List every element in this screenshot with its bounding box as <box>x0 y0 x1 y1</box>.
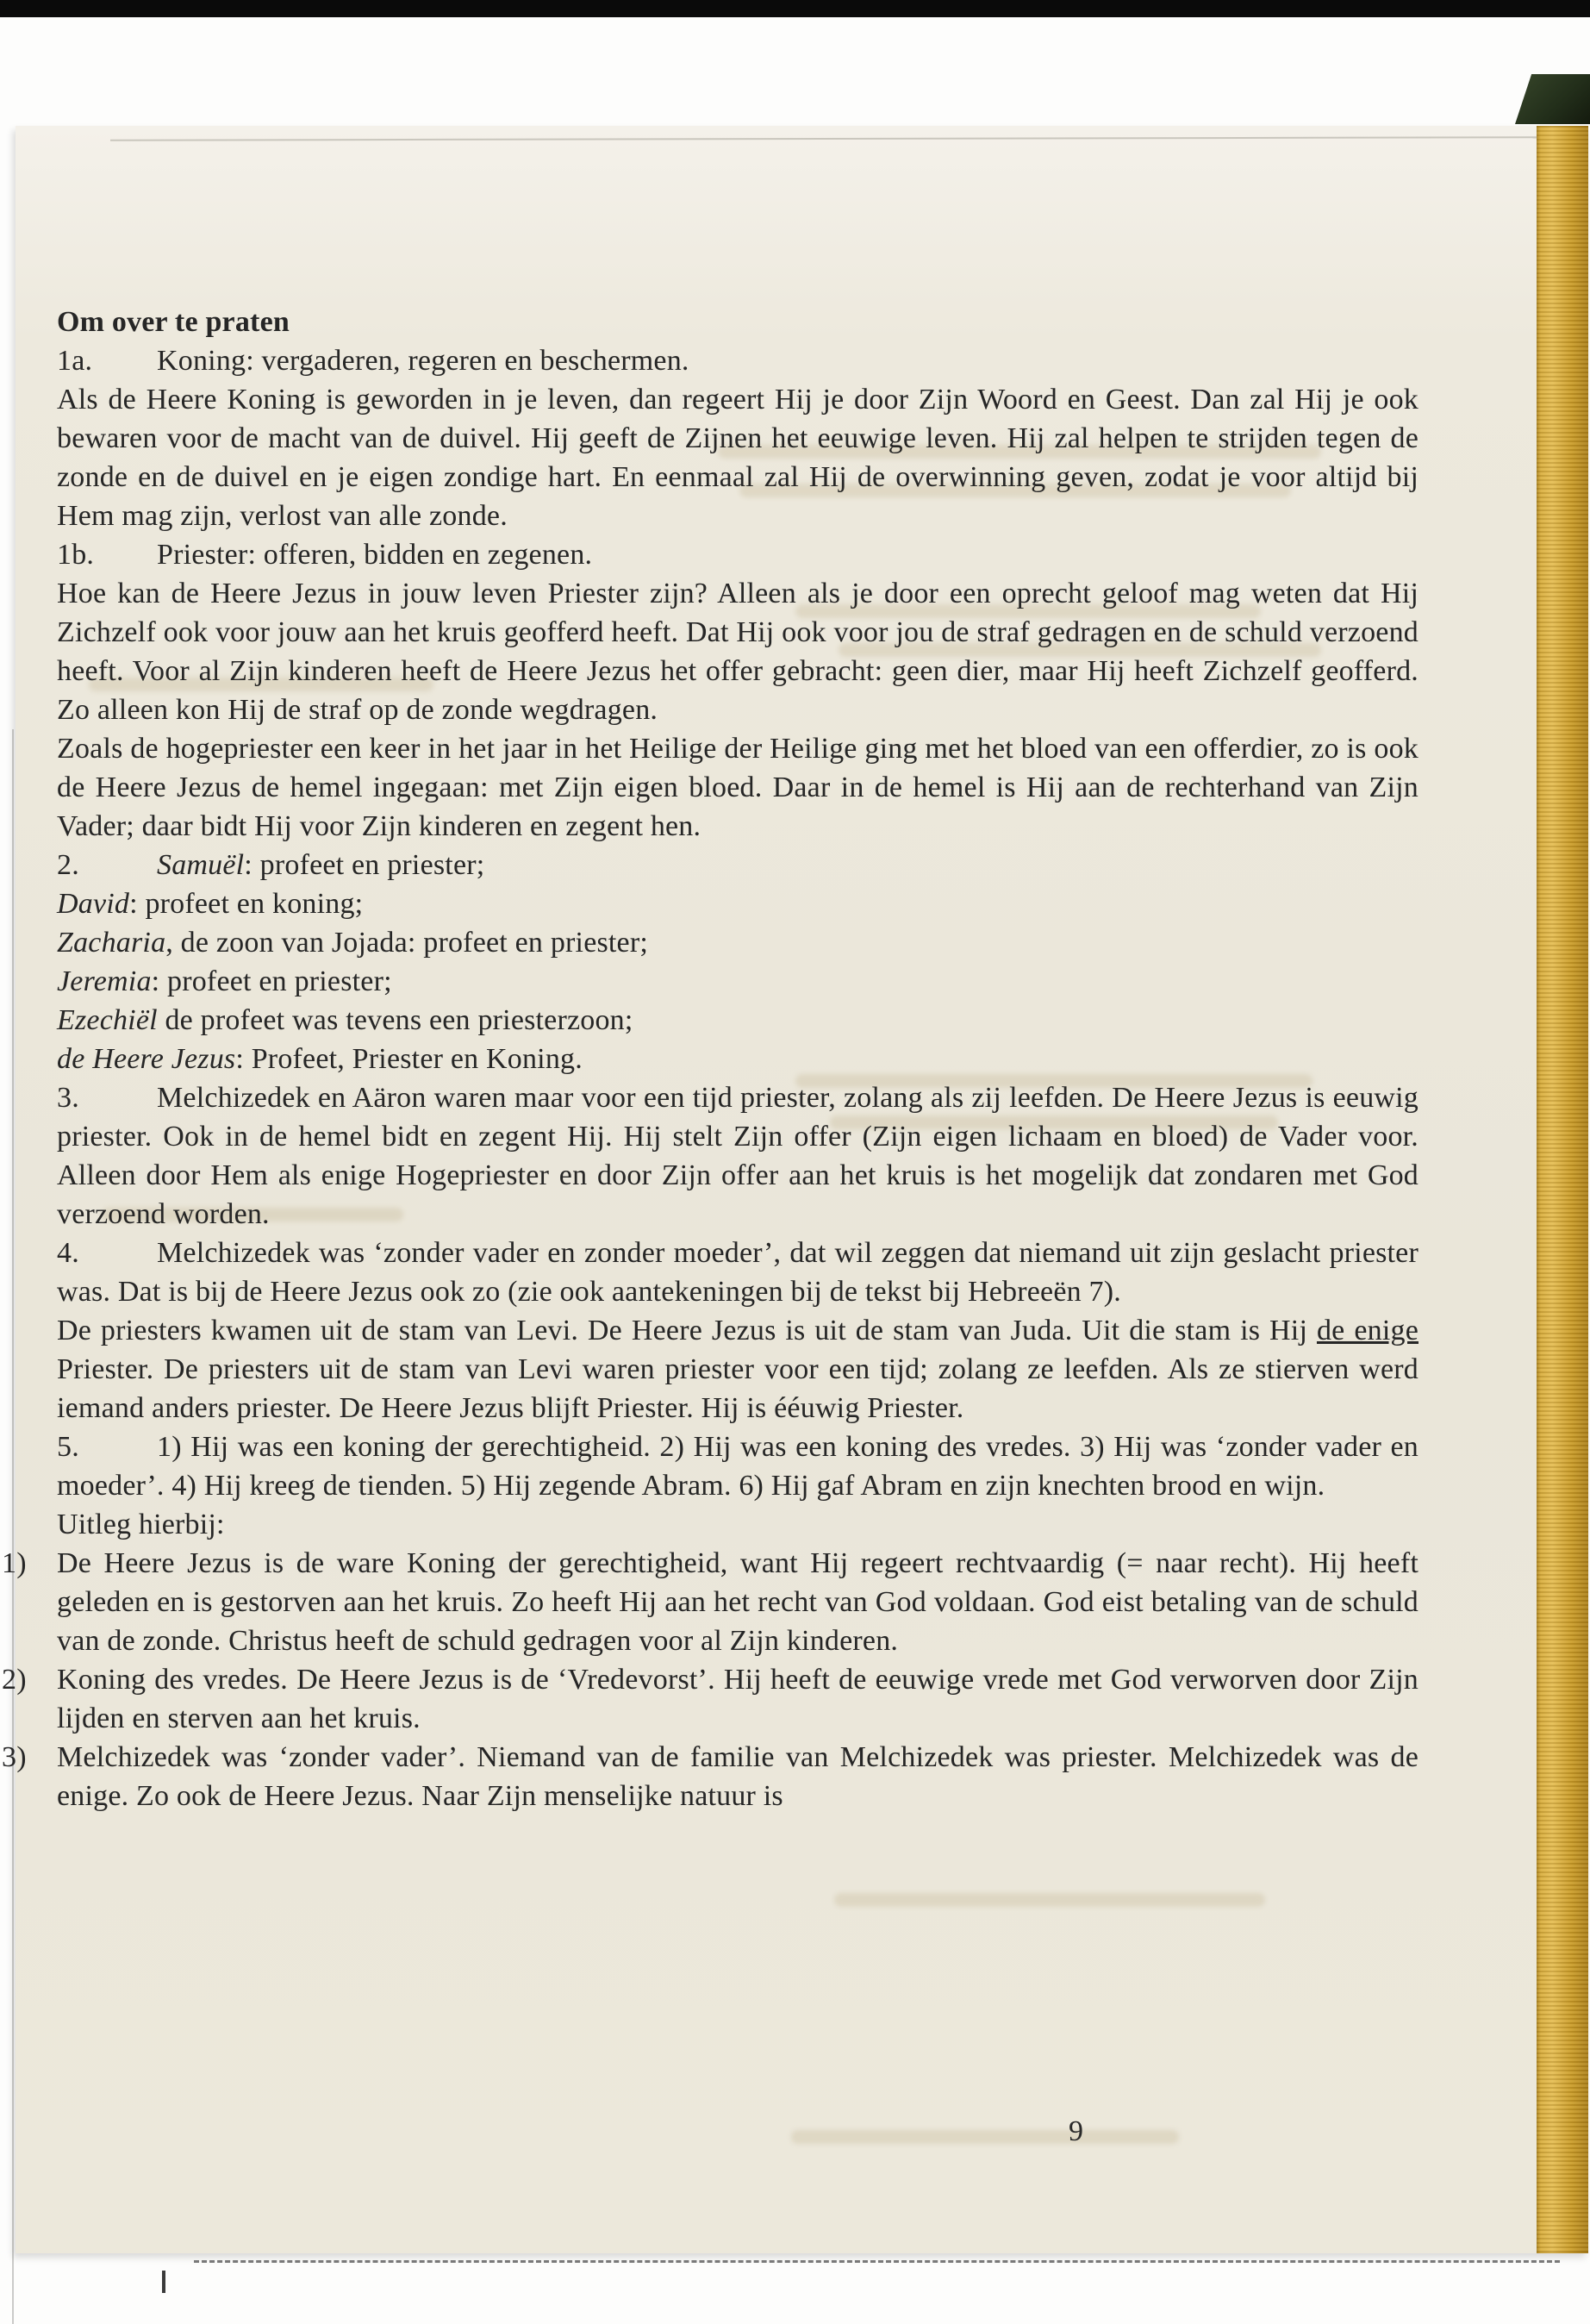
item-1b-label: 1b. <box>57 539 95 571</box>
bleed-through-smudge <box>791 2130 1179 2144</box>
item-5-text: 1) Hij was een koning der gerechtigheid. 2) Hij was een koning des vredes. 3) Hij was ‘zonder vader en moeder’. 4) Hij kreeg de tienden. 5) Hij zegende Abram. 6) Hij gaf Abram en zijn knechten brood en wijn. <box>57 1431 1419 1502</box>
section-heading: Om over te praten <box>57 306 290 338</box>
item-2-line-jeremia <box>57 962 1419 1001</box>
paragraph-1a-answer: Als de Heere Koning is geworden in je leven, dan regeert Hij je door Zijn Woord en Geest. Dan zal Hij je ook bewaren voor de macht van de duivel. Hij geeft de Zijnen het eeuwige leven. Hij zal helpen te strijden tegen de zonde en de duivel en je eigen zondige hart. En eenmaal zal Hij de overwinning geven, zodat je voor altijd bij Hem mag zijn, verlost van alle zonde. <box>57 384 1419 532</box>
uitleg-1-label: 1) <box>2 1547 27 1579</box>
book-cover-corner <box>1515 74 1590 124</box>
uitleg-2-label: 2) <box>2 1664 27 1696</box>
item-1b-title: Priester: offeren, bidden en zegenen. <box>157 539 593 571</box>
bleed-through-smudge <box>834 1893 1265 1907</box>
item-1a-line <box>57 341 1419 380</box>
item-1a-label: 1a. <box>57 345 93 377</box>
item-3-paragraph <box>57 1078 1419 1234</box>
paragraph-1b-offer: Hoe kan de Heere Jezus in jouw leven Priester zijn? Alleen als je door een oprecht geloof mag weten dat Hij Zichzelf ook voor jouw aan het kruis geofferd heeft. Dat Hij ook voor jou de straf gedragen en de schuld verzoend heeft. Voor al Zijn kinderen heeft de Heere Jezus het offer gebracht: geen dier, maar Hij heeft Zichzelf geofferd. Zo alleen kon Hij de straf op de zonde wegdragen. <box>57 578 1419 726</box>
prophet-role: : profeet en koning; <box>129 888 364 920</box>
item-3-label: 3. <box>57 1082 79 1114</box>
paragraph-1b-hogepriester: Zoals de hogepriester een keer in het jaar in het Heilige der Heilige ging met het bloed van een offerdier, zo is ook de Heere Jezus de hemel ingegaan: met Zijn eigen bloed. Daar in de hemel is Hij aan de rechterhand van Zijn Vader; daar bidt Hij voor Zijn kinderen en zegent hen. <box>57 733 1419 842</box>
uitleg-3-label: 3) <box>2 1741 27 1773</box>
item-4-label: 4. <box>57 1237 79 1269</box>
paragraph-levi <box>57 1311 1419 1428</box>
prophet-name: Ezechiël <box>57 1004 158 1036</box>
prophet-role: de profeet was tevens een priesterzoon; <box>157 1004 633 1036</box>
uitleg-2-text: Koning des vredes. De Heere Jezus is de ‘Vredevorst’. Hij heeft de eeuwige vrede met God verworven door Zijn lijden en sterven aan het kruis. <box>57 1664 1419 1734</box>
gilded-page-edge <box>1537 126 1588 2253</box>
item-1b-line <box>57 535 1419 574</box>
prophet-name: Zacharia <box>57 927 166 959</box>
prophet-name: de Heere Jezus <box>57 1043 236 1075</box>
item-4-text: Melchizedek was ‘zonder vader en zonder moeder’, dat wil zeggen dat niemand uit zijn geslacht priester was. Dat is bij de Heere Jezus ook zo (zie ook aantekeningen bij de tekst bij Hebreeën 7). <box>57 1237 1419 1308</box>
uitleg-3-text: Melchizedek was ‘zonder vader’. Niemand van de familie van Melchizedek was priester. Melchizedek was de enige. Zo ook de Heere Jezus. Naar Zijn menselijke natuur is <box>57 1741 1419 1812</box>
item-2-label: 2. <box>57 849 79 881</box>
item-1a-title: Koning: vergaderen, regeren en beschermen. <box>157 345 689 377</box>
prophet-name: Jeremia <box>57 965 152 997</box>
uitleg-1-text: De Heere Jezus is de ware Koning der gerechtigheid, want Hij regeert rechtvaardig (= naar recht). Hij heeft geleden en is gestorven aan het kruis. Zo heeft Hij aan het recht van God voldaan. God eist betaling van de schuld van de zonde. Christus heeft de schuld gedragen voor al Zijn kinderen. <box>57 1547 1419 1657</box>
book-page <box>2 126 1588 2253</box>
uitleg-item-3 <box>2 1738 1419 1815</box>
levi-underlined: de enige <box>1316 1315 1419 1346</box>
item-2-line-ezechiel <box>57 1001 1419 1040</box>
item-2-line-jezus <box>57 1040 1419 1078</box>
item-5-paragraph <box>57 1428 1419 1505</box>
item-2-line-zacharia <box>57 923 1419 962</box>
prophet-name: Samuël <box>157 849 245 881</box>
prophet-role: : profeet en priester; <box>151 965 392 997</box>
item-3-text: Melchizedek en Aäron waren maar voor een tijd priester, zolang als zij leefden. De Heere Jezus is eeuwig priester. Ook in de hemel bidt en zegent Hij. Hij stelt Zijn offer (Zijn eigen lichaam en bloed) de Vader voor. Alleen door Hem als enige Hogepriester en door Zijn offer aan het kruis is het mogelijk dat zondaren met God verzoend worden. <box>57 1082 1419 1230</box>
uitleg-item-1 <box>2 1544 1419 1660</box>
uitleg-heading: Uitleg hierbij: <box>57 1509 225 1540</box>
levi-text-before: De priesters kwamen uit de stam van Levi. De Heere Jezus is uit de stam van Juda. Uit die stam is Hij <box>57 1315 1317 1346</box>
item-2-line-samuel <box>57 846 1419 884</box>
scan-corner-mark <box>162 2271 165 2293</box>
levi-text-after: Priester. De priesters uit de stam van Levi waren priester voor een tijd; zolang ze leefden. Als ze stierven werd iemand anders priester. De Heere Jezus blijft Priester. Hij is ééuwig Priester. <box>57 1353 1419 1424</box>
scan-top-edge <box>0 0 1590 17</box>
page-left-edge <box>12 729 14 2324</box>
page-number: 9 <box>1069 2115 1083 2147</box>
prophet-name: David <box>57 888 130 920</box>
item-5-label: 5. <box>57 1431 79 1463</box>
prophet-role: , de zoon van Jojada: profeet en priester; <box>165 927 649 959</box>
text-block <box>2 303 1419 1815</box>
uitleg-item-2 <box>2 1660 1419 1738</box>
page-top-crease <box>110 136 1537 141</box>
item-2-line-david <box>57 884 1419 923</box>
prophet-role: : profeet en priester; <box>244 849 485 881</box>
scan-bottom-dashed-line <box>194 2260 1560 2263</box>
prophet-role: : Profeet, Priester en Koning. <box>235 1043 583 1075</box>
item-4-paragraph <box>57 1234 1419 1311</box>
